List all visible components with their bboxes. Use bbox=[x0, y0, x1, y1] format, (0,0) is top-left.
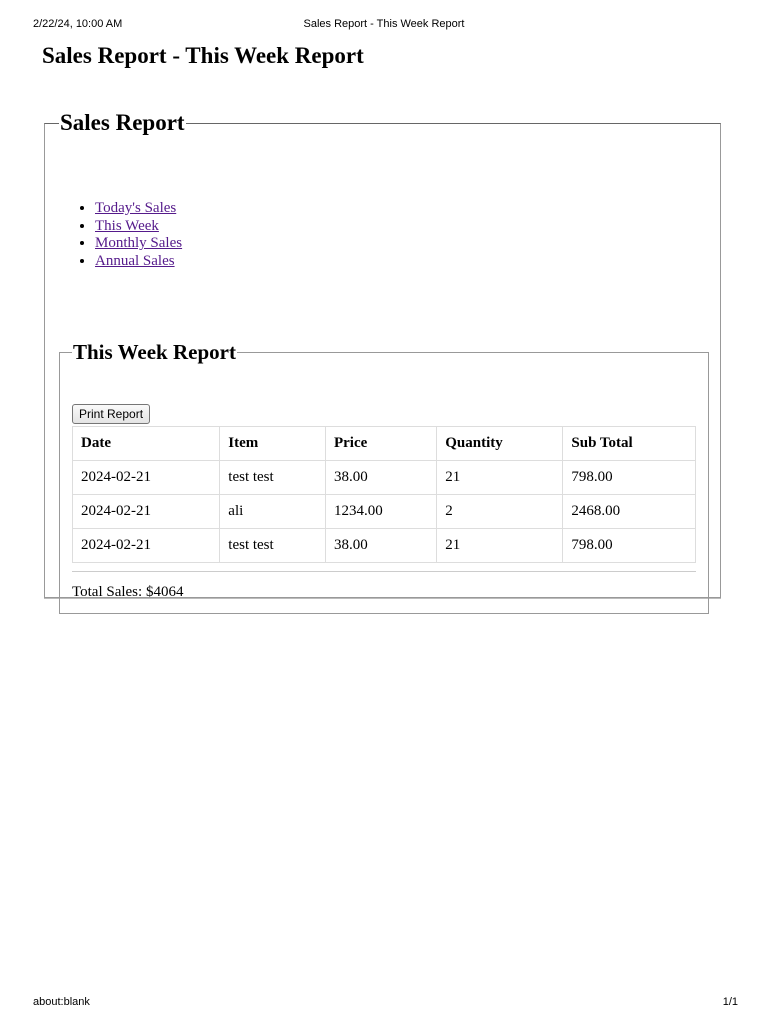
col-price: Price bbox=[325, 427, 436, 461]
cell-subtotal: 798.00 bbox=[563, 529, 696, 563]
nav-item-annual bbox=[95, 253, 182, 271]
col-date: Date bbox=[73, 427, 220, 461]
sales-report-legend: Sales Report bbox=[60, 110, 185, 135]
cell-quantity: 2 bbox=[437, 495, 563, 529]
col-item: Item bbox=[220, 427, 326, 461]
table-row bbox=[73, 495, 696, 529]
link-monthly-sales[interactable]: Monthly Sales bbox=[95, 235, 183, 252]
cell-quantity: 21 bbox=[437, 529, 563, 563]
report-table bbox=[72, 426, 696, 563]
nav-item-week bbox=[95, 218, 182, 236]
cell-price: 1234.00 bbox=[325, 495, 436, 529]
print-url: about:blank bbox=[33, 996, 90, 1008]
cell-price: 38.00 bbox=[325, 461, 436, 495]
nav-item-today bbox=[95, 200, 182, 218]
table-header-row bbox=[73, 427, 696, 461]
page-title: Sales Report - This Week Report bbox=[42, 43, 364, 68]
print-datetime: 2/22/24, 10:00 AM bbox=[33, 18, 123, 30]
cell-price: 38.00 bbox=[325, 529, 436, 563]
week-report-legend: This Week Report bbox=[73, 340, 236, 364]
print-page-number: 1/1 bbox=[722, 996, 738, 1008]
cell-item: ali bbox=[220, 495, 326, 529]
table-row bbox=[73, 529, 696, 563]
week-report-fieldset bbox=[59, 340, 709, 614]
total-divider bbox=[72, 571, 696, 572]
col-quantity: Quantity bbox=[437, 427, 563, 461]
cell-quantity: 21 bbox=[437, 461, 563, 495]
table-row bbox=[73, 461, 696, 495]
total-sales: Total Sales: $4064 bbox=[72, 584, 184, 600]
cell-subtotal: 798.00 bbox=[563, 461, 696, 495]
cell-item: test test bbox=[220, 461, 326, 495]
nav-item-monthly bbox=[95, 235, 182, 253]
cell-date: 2024-02-21 bbox=[73, 529, 220, 563]
cell-date: 2024-02-21 bbox=[73, 495, 220, 529]
link-annual-sales[interactable]: Annual Sales bbox=[95, 252, 175, 269]
cell-subtotal: 2468.00 bbox=[563, 495, 696, 529]
sales-report-fieldset bbox=[44, 110, 721, 598]
link-todays-sales[interactable]: Today's Sales bbox=[95, 200, 177, 216]
report-nav-list bbox=[59, 200, 182, 270]
col-subtotal: Sub Total bbox=[563, 427, 696, 461]
link-this-week[interactable]: This Week bbox=[95, 217, 159, 234]
print-doc-title: Sales Report - This Week Report bbox=[303, 18, 465, 30]
cell-date: 2024-02-21 bbox=[73, 461, 220, 495]
cell-item: test test bbox=[220, 529, 326, 563]
print-report-button[interactable]: Print Report bbox=[72, 404, 150, 424]
